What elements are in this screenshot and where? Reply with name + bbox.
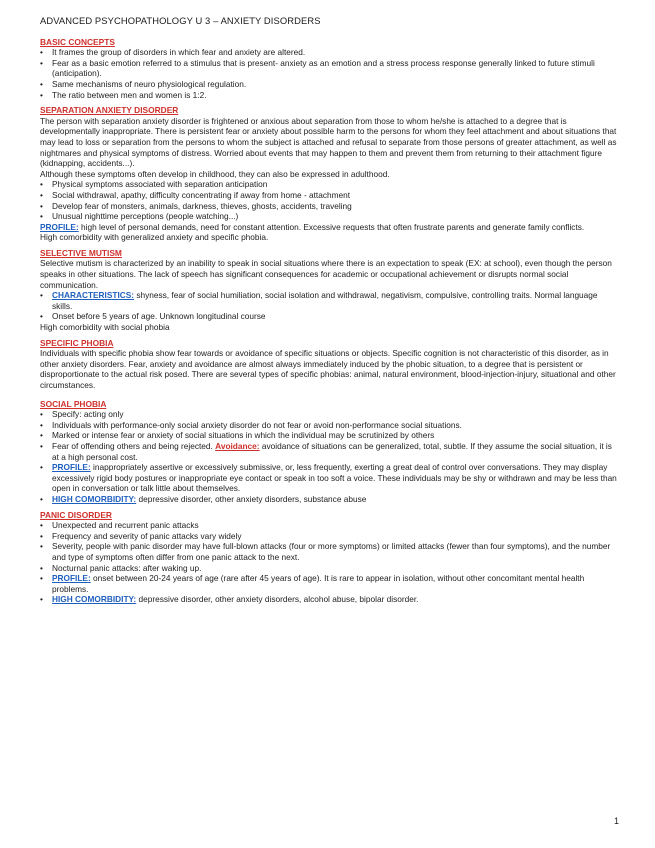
list-item (52, 494, 620, 505)
profile-label: PROFILE: (52, 462, 91, 473)
list-item: • Individuals with performance-only social anxiety disorder do not fear or avoid non-performance social situations. (52, 420, 620, 431)
list-item: • Social withdrawal, apathy, difficulty concentrating if away from home - attachment (52, 190, 620, 201)
avoidance-text: avoidance of situations can be generalized, total, subtle. If they assume the social situation, it is at a high personal cost. (52, 440, 612, 462)
list-item: • Specify: acting only (52, 409, 620, 420)
profile-label: PROFILE: (52, 573, 91, 584)
profile-label: PROFILE: (40, 221, 79, 232)
list-item: • Severity, people with panic disorder may have full-blown attacks (four or more symptoms) or limited attacks (fewer than four symptoms), and the number and type of symptoms often differ from one panic attack to the next. (52, 541, 620, 562)
section-heading-social-phobia: SOCIAL PHOBIA (40, 398, 107, 409)
mutism-paragraph: Selective mutism is characterized by an inability to speak in social situations where there is an expectation to speak (EX: at school), even though the person speaks in other situations. The lack of speech has significant consequences for academic or occupational achievement or disrupts normal social communication. (40, 258, 612, 290)
section-heading-separation-anxiety: SEPARATION ANXIETY DISORDER (40, 105, 179, 116)
separation-profile (40, 222, 620, 233)
high-comorbidity-text: depressive disorder, other anxiety disorders, substance abuse (136, 493, 367, 504)
section-heading-selective-mutism: SELECTIVE MUTISM (40, 247, 122, 258)
panic-list (40, 520, 620, 605)
profile-text: onset between 20-24 years of age (rare after 45 years of age). It is rare to appear in isolation, without other concomitant mental health problems. (52, 573, 585, 594)
separation-paragraph: The person with separation anxiety disorder is frightened or anxious about separation from those to whom he/she is attached to a degree that is developmentally inappropriate. There is persistent fear or anxiety about possible harm to the persons for whom they feel attachment and about situations that may lead to loss or separation from the persons to whom the subject is attached and refusal to separate from those persons of greater attachment, as well as nightmares and physical symptoms of distress. Worried about events that may happen to them and prevent them from returning to their attachment figure (kidnapping, accidents...). (40, 115, 617, 169)
separation-list (40, 179, 620, 221)
list-item: • Onset before 5 years of age. Unknown longitudinal course (52, 311, 620, 322)
list-item: • Fear as a basic emotion referred to a stimulus that is present- anxiety as an emotion and a stress process response generally linked to future stimuli (anticipation). (52, 58, 620, 79)
list-item: • It frames the group of disorders in which fear and anxiety are altered. (52, 47, 620, 58)
mutism-list (40, 290, 620, 322)
characteristics-label: CHARACTERISTICS: (52, 290, 135, 301)
section-heading-panic-disorder: PANIC DISORDER (40, 509, 112, 520)
section-heading-basic-concepts: BASIC CONCEPTS (40, 36, 115, 47)
high-comorbidity-text: depressive disorder, other anxiety disorders, alcohol abuse, bipolar disorder. (136, 594, 419, 605)
mutism-comorbidity: High comorbidity with social phobia (40, 322, 170, 333)
page-number: 1 (613, 816, 619, 826)
characteristics-text: shyness, fear of social humiliation, social isolation and withdrawal, negativism, compulsive, controlling traits. Normal language skills. (52, 290, 598, 311)
social-phobia-list (40, 409, 620, 504)
list-item (52, 462, 620, 494)
document-page (40, 16, 620, 605)
list-item (52, 573, 620, 594)
high-comorbidity-label: HIGH COMORBIDITY: (52, 594, 137, 605)
profile-text: high level of personal demands, need for constant attention. Excessive requests that often frustrate parents and generate family conflicts. (78, 221, 585, 232)
basic-concepts-list (40, 47, 620, 100)
list-item: • Develop fear of monsters, animals, darkness, thieves, ghosts, accidents, traveling (52, 201, 620, 212)
list-item: • Unexpected and recurrent panic attacks (52, 520, 620, 531)
separation-comorbidity: High comorbidity with generalized anxiety and specific phobia. (40, 232, 269, 243)
specific-phobia-paragraph: Individuals with specific phobia show fear towards or avoidance of specific situations or objects. Specific cognition is not characteristic of this disorder, as in other anxiety disorders. Fear, anxiety and avoidance are almost always immediately induced by the phobic situation, to a degree that is persistent or disproportionate to the actual risk posed. There are several types of specific phobias: animal, natural environment, blood-injection-injury, situational and other circumstances. (40, 348, 616, 390)
profile-text: inappropriately assertive or excessively submissive, or, less frequently, exerting a great deal of control over conversations. They may display excessively rigid body postures or inappropriate eye contact or speak in too soft a voice. These individuals may be shy or withdrawn and may be less than open in conversation or talk little about themselves. (52, 462, 617, 494)
fear-text: Fear of offending others and being rejected. (52, 440, 216, 451)
list-item: • The ratio between men and women is 1:2. (52, 90, 620, 101)
section-heading-specific-phobia: SPECIFIC PHOBIA (40, 337, 114, 348)
list-item (52, 441, 620, 462)
avoidance-label: Avoidance: (215, 440, 260, 451)
high-comorbidity-label: HIGH COMORBIDITY: (52, 493, 137, 504)
list-item: • Marked or intense fear or anxiety of social situations in which the individual may be scrutinized by others (52, 430, 620, 441)
list-item: • Unusual nighttime perceptions (people watching...) (52, 211, 620, 222)
list-item: • Frequency and severity of panic attacks vary widely (52, 531, 620, 542)
separation-paragraph-2: Although these symptoms often develop in childhood, they can also be expressed in adulthood. (40, 168, 390, 179)
list-item: • Same mechanisms of neuro physiological regulation. (52, 79, 620, 90)
list-item: • Physical symptoms associated with separation anticipation (52, 179, 620, 190)
list-item (52, 594, 620, 605)
document-title: ADVANCED PSYCHOPATHOLOGY U 3 – ANXIETY DISORDERS (40, 15, 321, 26)
list-item: • Nocturnal panic attacks: after waking up. (52, 563, 620, 574)
list-item (52, 290, 620, 311)
